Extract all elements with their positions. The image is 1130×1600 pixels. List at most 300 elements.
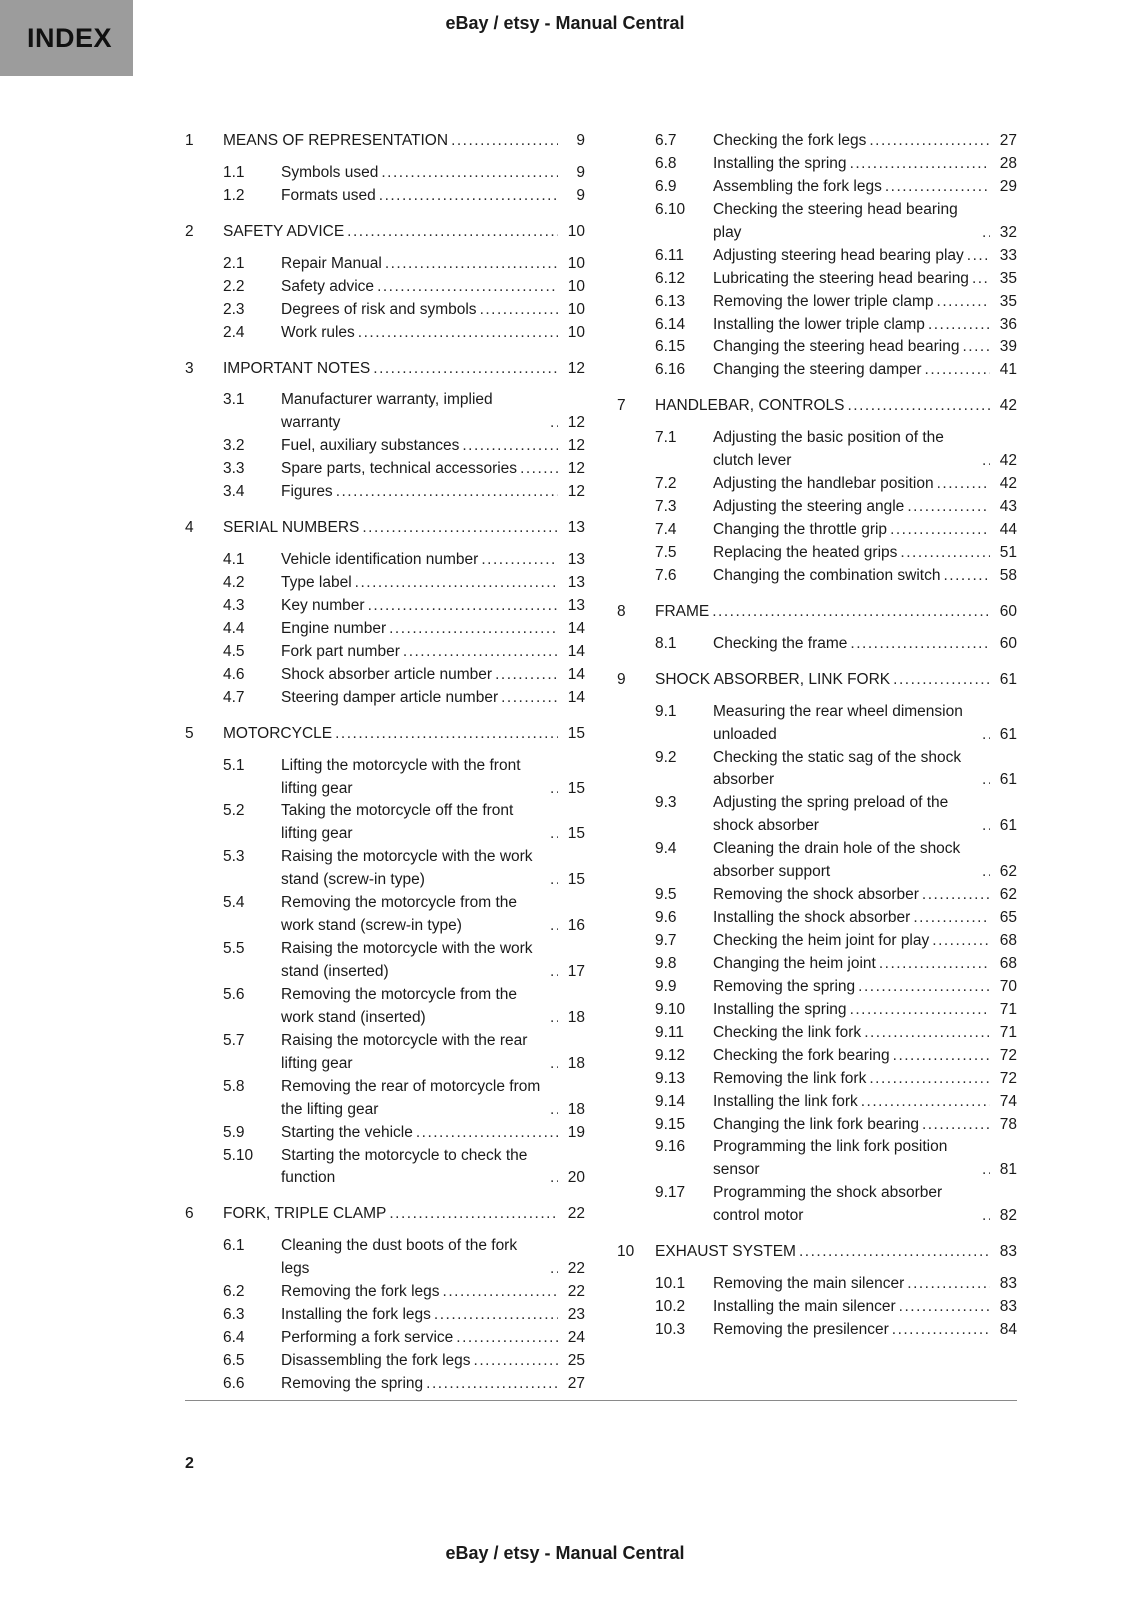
toc-entry-title: Safety advice: [281, 277, 375, 295]
toc-entry-body: [281, 1281, 585, 1304]
toc-chapter-entry: [617, 1241, 1017, 1264]
toc-entry-body: [281, 1235, 585, 1281]
toc-entry-number: 5.5: [223, 940, 245, 958]
toc-entry-title: Removing the spring: [713, 977, 856, 995]
toc-entry-body: [713, 199, 1017, 245]
toc-left-column: [185, 130, 585, 1396]
toc-entry-body: [713, 1182, 1017, 1228]
toc-entry-body: [281, 1145, 585, 1191]
toc-entry-number: 9.5: [655, 886, 677, 904]
toc-dot-leader: [937, 473, 990, 496]
toc-section-entry: [185, 664, 585, 687]
toc-entry-body: [223, 358, 585, 381]
toc-entry-page: 68: [999, 954, 1017, 972]
toc-dot-leader: [358, 322, 558, 345]
toc-entry-number: 5.10: [223, 1146, 254, 1164]
toc-entry-title: Removing the fork legs: [281, 1283, 440, 1301]
footer-divider: [185, 1400, 1017, 1401]
toc-dot-leader: [434, 1304, 558, 1327]
toc-section-entry: [185, 846, 585, 892]
toc-entry-body: [281, 687, 585, 710]
toc-entry-page: 81: [999, 1161, 1017, 1179]
toc-entry-body: [281, 481, 585, 504]
toc-dot-leader: [893, 669, 990, 692]
toc-entry-number: 2.3: [223, 300, 245, 318]
index-label: INDEX: [27, 22, 113, 53]
toc-dot-leader: [937, 291, 990, 314]
toc-entry-title: Disassembling the fork legs: [281, 1352, 471, 1369]
toc-entry-title: Programming the shock absorber control motor: [713, 1184, 943, 1225]
toc-dot-leader: [922, 1114, 990, 1137]
toc-entry-number: 5.7: [223, 1031, 245, 1049]
toc-entry-page: 23: [567, 1306, 585, 1324]
toc-dot-leader: [982, 724, 990, 747]
toc-entry-title: Type label: [281, 574, 352, 591]
toc-entry-title: FORK, TRIPLE CLAMP: [223, 1205, 387, 1223]
toc-entry-page: 14: [567, 665, 585, 683]
toc-entry-body: [281, 1373, 585, 1396]
toc-entry-page: 15: [567, 871, 585, 889]
toc-entry-body: [655, 601, 1017, 624]
toc-section-entry: [185, 458, 585, 481]
toc-entry-page: 18: [567, 1008, 585, 1026]
toc-entry-page: 62: [999, 863, 1017, 881]
toc-entry-number: 7.3: [655, 498, 677, 516]
toc-section-entry: [185, 253, 585, 276]
toc-dot-leader: [550, 823, 558, 846]
toc-entry-body: [713, 245, 1017, 268]
toc-dot-leader: [550, 1167, 558, 1190]
toc-entry-page: 28: [999, 154, 1017, 172]
toc-dot-leader: [550, 1053, 558, 1076]
toc-entry-body: [281, 572, 585, 595]
toc-entry-body: [281, 755, 585, 801]
toc-chapter-entry: [617, 601, 1017, 624]
toc-entry-number: 5: [185, 724, 194, 742]
toc-entry-number: 6.4: [223, 1329, 245, 1347]
toc-entry-body: [713, 1022, 1017, 1045]
toc-section-entry: [617, 633, 1017, 656]
toc-dot-leader: [982, 450, 990, 473]
toc-entry-page: 13: [567, 551, 585, 569]
toc-entry-number: 6.8: [655, 154, 677, 172]
toc-section-entry: [617, 1182, 1017, 1228]
toc-entry-body: [713, 792, 1017, 838]
toc-entry-title: Replacing the heated grips: [713, 543, 898, 561]
toc-entry-page: 27: [999, 132, 1017, 149]
toc-entry-number: 6.3: [223, 1306, 245, 1324]
toc-entry-title: Removing the shock absorber: [713, 886, 919, 904]
toc-entry-body: [281, 938, 585, 984]
toc-entry-page: 13: [567, 596, 585, 614]
toc-entry-number: 10.3: [655, 1321, 686, 1338]
toc-dot-leader: [850, 999, 990, 1022]
toc-entry-title: Removing the motorcycle from the work stand (screw-in type): [281, 894, 518, 935]
toc-section-entry: [185, 1350, 585, 1373]
toc-entry-page: 9: [576, 186, 585, 204]
toc-entry-number: 2.1: [223, 254, 245, 272]
toc-entry-body: [713, 1273, 1017, 1296]
toc-dot-leader: [426, 1373, 558, 1396]
toc-section-entry: [617, 336, 1017, 359]
toc-entry-title: Installing the shock absorber: [713, 909, 911, 927]
toc-entry-title: Degrees of risk and symbols: [281, 300, 477, 318]
toc-section-entry: [185, 185, 585, 208]
toc-entry-number: 9.11: [655, 1023, 685, 1041]
header-title: eBay / etsy - Manual Central: [445, 13, 685, 33]
toc-dot-leader: [982, 1205, 990, 1228]
toc-entry-title: Shock absorber article number: [281, 665, 493, 683]
toc-section-entry: [185, 549, 585, 572]
toc-dot-leader: [335, 723, 558, 746]
toc-entry-number: 9.16: [655, 1138, 686, 1156]
toc-section-entry: [617, 976, 1017, 999]
toc-dot-leader: [982, 1159, 990, 1182]
toc-entry-number: 7.4: [655, 521, 677, 538]
toc-entry-title: Fork part number: [281, 642, 400, 660]
toc-entry-number: 9.8: [655, 954, 677, 972]
toc-section-entry: [617, 1068, 1017, 1091]
toc-section-entry: [185, 389, 585, 435]
toc-dot-leader: [336, 481, 558, 504]
toc-entry-title: Checking the fork bearing: [713, 1046, 890, 1064]
toc-entry-body: [713, 1136, 1017, 1182]
toc-entry-page: 18: [567, 1054, 585, 1072]
toc-section-entry: [617, 1045, 1017, 1068]
toc-dot-leader: [892, 1319, 990, 1342]
toc-entry-body: [713, 1068, 1017, 1091]
toc-entry-page: 65: [999, 909, 1017, 927]
toc-entry-number: 9.4: [655, 840, 677, 858]
toc-dot-leader: [847, 395, 990, 418]
toc-entry-body: [281, 435, 585, 458]
toc-dot-leader: [907, 496, 990, 519]
toc-entry-body: [713, 496, 1017, 519]
toc-entry-page: 83: [999, 1275, 1017, 1293]
toc-section-entry: [185, 892, 585, 938]
toc-entry-title: Work rules: [281, 323, 355, 341]
toc-entry-page: 83: [999, 1243, 1017, 1261]
toc-entry-title: Checking the heim joint for play: [713, 932, 930, 949]
toc-dot-leader: [381, 162, 558, 185]
toc-entry-title: Changing the throttle grip: [713, 521, 888, 538]
toc-dot-leader: [456, 1327, 558, 1350]
toc-entry-page: 27: [567, 1374, 585, 1392]
toc-entry-page: 22: [567, 1205, 585, 1223]
toc-dot-leader: [362, 517, 558, 540]
toc-dot-leader: [879, 953, 990, 976]
toc-entry-page: 32: [999, 223, 1017, 241]
toc-entry-title: Checking the static sag of the shock absorber: [713, 748, 962, 789]
toc-dot-leader: [900, 542, 990, 565]
toc-dot-leader: [368, 595, 558, 618]
toc-dot-leader: [550, 1099, 558, 1122]
toc-entry-body: [223, 723, 585, 746]
toc-entry-number: 8.1: [655, 634, 677, 652]
toc-section-entry: [617, 359, 1017, 382]
toc-section-entry: [185, 1235, 585, 1281]
toc-entry-number: 10: [617, 1243, 635, 1261]
toc-entry-title: Changing the link fork bearing: [713, 1115, 919, 1133]
toc-entry-title: Checking the steering head bearing play: [713, 200, 958, 241]
toc-entry-number: 6.14: [655, 315, 686, 333]
toc-section-entry: [617, 199, 1017, 245]
toc-dot-leader: [913, 907, 990, 930]
toc-entry-title: SERIAL NUMBERS: [223, 519, 360, 537]
toc-dot-leader: [850, 153, 990, 176]
toc-entry-title: Installing the spring: [713, 1000, 847, 1018]
toc-dot-leader: [932, 930, 990, 953]
toc-dot-leader: [858, 976, 990, 999]
toc-entry-page: 61: [999, 771, 1017, 789]
toc-dot-leader: [869, 130, 990, 153]
toc-chapter-entry: [185, 130, 585, 153]
toc-entry-number: 9.15: [655, 1115, 686, 1133]
toc-entry-body: [281, 641, 585, 664]
toc-entry-body: [713, 565, 1017, 588]
toc-dot-leader: [982, 861, 990, 884]
toc-entry-title: Repair Manual: [281, 254, 382, 272]
toc-entry-page: 17: [567, 963, 585, 980]
toc-dot-leader: [520, 458, 558, 481]
toc-entry-title: Spare parts, technical accessories: [281, 460, 518, 478]
index-header-badge: [0, 0, 133, 76]
toc-section-entry: [185, 595, 585, 618]
toc-entry-body: [281, 549, 585, 572]
toc-entry-number: 4.6: [223, 665, 245, 683]
toc-entry-number: 3.3: [223, 460, 245, 478]
toc-dot-leader: [550, 1258, 558, 1281]
toc-entry-body: [281, 299, 585, 322]
toc-entry-title: Steering damper article number: [281, 688, 499, 706]
toc-entry-page: 70: [999, 977, 1017, 995]
toc-section-entry: [617, 565, 1017, 588]
toc-entry-body: [713, 1296, 1017, 1319]
toc-entry-title: Installing the lower triple clamp: [713, 315, 925, 333]
toc-section-entry: [617, 496, 1017, 519]
toc-entry-body: [713, 701, 1017, 747]
toc-entry-number: 2.2: [223, 277, 245, 295]
toc-entry-number: 6.5: [223, 1352, 245, 1369]
toc-entry-title: Vehicle identification number: [281, 551, 479, 569]
toc-entry-title: Taking the motorcycle off the front lifting gear: [281, 802, 514, 843]
toc-entry-number: 6.2: [223, 1283, 245, 1301]
toc-entry-page: 82: [999, 1207, 1017, 1225]
toc-entry-body: [223, 221, 585, 244]
toc-entry-title: Removing the spring: [281, 1374, 424, 1392]
toc-entry-number: 7: [617, 397, 626, 415]
toc-dot-leader: [893, 1045, 990, 1068]
toc-entry-body: [713, 473, 1017, 496]
toc-section-entry: [617, 999, 1017, 1022]
toc-entry-title: Formats used: [281, 186, 376, 204]
toc-section-entry: [617, 427, 1017, 473]
toc-entry-number: 7.2: [655, 475, 677, 493]
toc-entry-page: 71: [999, 1023, 1017, 1041]
toc-entry-page: 12: [567, 414, 585, 432]
toc-entry-number: 5.3: [223, 848, 245, 866]
toc-entry-number: 3.4: [223, 483, 245, 501]
toc-entry-title: MOTORCYCLE: [223, 724, 333, 742]
toc-entry-body: [713, 130, 1017, 153]
toc-section-entry: [617, 314, 1017, 337]
toc-dot-leader: [373, 358, 558, 381]
toc-dot-leader: [799, 1241, 990, 1264]
toc-entry-body: [281, 800, 585, 846]
toc-entry-body: [713, 1091, 1017, 1114]
toc-section-entry: [617, 473, 1017, 496]
toc-entry-number: 8: [617, 602, 626, 620]
toc-entry-body: [713, 314, 1017, 337]
toc-entry-page: 25: [567, 1352, 585, 1369]
toc-dot-leader: [982, 222, 990, 245]
toc-entry-page: 15: [567, 724, 585, 742]
toc-entry-page: 10: [567, 222, 585, 240]
toc-entry-body: [713, 519, 1017, 542]
toc-section-entry: [185, 984, 585, 1030]
toc-entry-number: 6.9: [655, 177, 677, 195]
toc-entry-page: 68: [999, 932, 1017, 949]
toc-entry-number: 9.2: [655, 748, 677, 766]
toc-section-entry: [185, 687, 585, 710]
toc-section-entry: [617, 153, 1017, 176]
toc-section-entry: [617, 838, 1017, 884]
toc-entry-body: [713, 427, 1017, 473]
toc-dot-leader: [712, 601, 990, 624]
toc-dot-leader: [462, 435, 558, 458]
toc-entry-number: 4.3: [223, 596, 245, 614]
toc-section-entry: [617, 884, 1017, 907]
toc-section-entry: [617, 130, 1017, 153]
toc-dot-leader: [982, 769, 990, 792]
toc-entry-title: MEANS OF REPRESENTATION: [223, 132, 449, 149]
toc-entry-page: 44: [999, 521, 1017, 538]
toc-entry-number: 3: [185, 359, 194, 377]
toc-entry-body: [223, 1203, 585, 1226]
toc-entry-number: 2: [185, 222, 194, 240]
toc-entry-number: 9.9: [655, 977, 677, 995]
toc-entry-page: 78: [999, 1115, 1017, 1133]
toc-entry-body: [713, 633, 1017, 656]
toc-entry-title: HANDLEBAR, CONTROLS: [655, 397, 845, 415]
toc-section-entry: [617, 1296, 1017, 1319]
toc-entry-page: 12: [567, 437, 585, 455]
toc-entry-number: 4.7: [223, 688, 245, 706]
toc-entry-page: 10: [567, 254, 585, 272]
toc-entry-title: Removing the rear of motorcycle from the lifting gear: [281, 1077, 541, 1118]
toc-entry-body: [713, 176, 1017, 199]
toc-section-entry: [185, 938, 585, 984]
toc-dot-leader: [416, 1122, 558, 1145]
toc-right-column: [617, 130, 1017, 1396]
toc-entry-body: [281, 1076, 585, 1122]
toc-entry-body: [281, 322, 585, 345]
toc-section-entry: [617, 907, 1017, 930]
toc-entry-page: 42: [999, 397, 1017, 415]
toc-entry-page: 61: [999, 817, 1017, 835]
toc-section-entry: [617, 1136, 1017, 1182]
toc-dot-leader: [355, 572, 558, 595]
toc-dot-leader: [443, 1281, 558, 1304]
toc-entry-title: FRAME: [655, 602, 710, 620]
toc-entry-body: [281, 1030, 585, 1076]
toc-entry-number: 2.4: [223, 323, 245, 341]
toc-entry-title: Raising the motorcycle with the rear lifting gear: [281, 1031, 528, 1072]
toc-entry-title: Starting the motorcycle to check the function: [281, 1146, 528, 1187]
toc-entry-number: 6.13: [655, 292, 686, 310]
toc-entry-page: 74: [999, 1092, 1017, 1110]
toc-entry-title: Checking the frame: [713, 634, 848, 652]
toc-entry-title: Removing the link fork: [713, 1069, 867, 1087]
toc-entry-number: 9.13: [655, 1069, 686, 1087]
toc-entry-number: 6.16: [655, 361, 686, 379]
toc-entry-title: Installing the link fork: [713, 1092, 858, 1110]
toc-dot-leader: [550, 412, 558, 435]
toc-entry-body: [223, 130, 585, 153]
toc-entry-title: Installing the spring: [713, 154, 847, 172]
toc-entry-page: 14: [567, 642, 585, 660]
toc-entry-page: 71: [999, 1000, 1017, 1018]
toc-entry-body: [713, 1114, 1017, 1137]
toc-entry-page: 16: [567, 917, 585, 935]
toc-entry-page: 33: [999, 246, 1017, 264]
toc-entry-number: 6.11: [655, 246, 685, 264]
toc-entry-page: 15: [567, 779, 585, 797]
toc-entry-title: Changing the steering damper: [713, 361, 922, 379]
toc-section-entry: [185, 162, 585, 185]
toc-section-entry: [617, 542, 1017, 565]
toc-entry-body: [223, 517, 585, 540]
toc-entry-number: 10.1: [655, 1275, 686, 1293]
toc-entry-body: [281, 1350, 585, 1373]
toc-dot-leader: [550, 1007, 558, 1030]
toc-entry-body: [713, 542, 1017, 565]
toc-entry-body: [713, 747, 1017, 793]
toc-entry-body: [281, 458, 585, 481]
toc-entry-number: 4.4: [223, 619, 245, 637]
toc-entry-number: 6.15: [655, 338, 686, 356]
toc-dot-leader: [550, 961, 558, 984]
toc-entry-page: 20: [567, 1169, 585, 1187]
toc-entry-title: Lubricating the steering head bearing: [713, 269, 969, 287]
toc-entry-number: 3.2: [223, 437, 245, 455]
toc-section-entry: [185, 1373, 585, 1396]
toc-entry-title: Removing the lower triple clamp: [713, 292, 934, 310]
toc-entry-body: [281, 846, 585, 892]
toc-entry-body: [713, 838, 1017, 884]
toc-section-entry: [185, 481, 585, 504]
toc-entry-title: Raising the motorcycle with the work stand (screw-in type): [281, 848, 533, 889]
toc-entry-body: [281, 276, 585, 299]
footer-title: eBay / etsy - Manual Central: [445, 1543, 685, 1563]
toc-entry-page: 13: [567, 519, 585, 537]
toc-dot-leader: [943, 565, 990, 588]
toc-container: [185, 130, 1017, 1396]
toc-entry-number: 7.6: [655, 566, 677, 584]
toc-section-entry: [185, 572, 585, 595]
toc-dot-leader: [495, 664, 558, 687]
toc-dot-leader: [389, 1203, 558, 1226]
toc-entry-body: [713, 336, 1017, 359]
toc-entry-page: 22: [567, 1283, 585, 1301]
toc-section-entry: [185, 276, 585, 299]
toc-section-entry: [185, 618, 585, 641]
toc-entry-body: [713, 1045, 1017, 1068]
toc-dot-leader: [474, 1350, 558, 1373]
toc-entry-title: Installing the fork legs: [281, 1306, 431, 1324]
toc-chapter-entry: [185, 723, 585, 746]
toc-entry-page: 60: [999, 634, 1017, 652]
